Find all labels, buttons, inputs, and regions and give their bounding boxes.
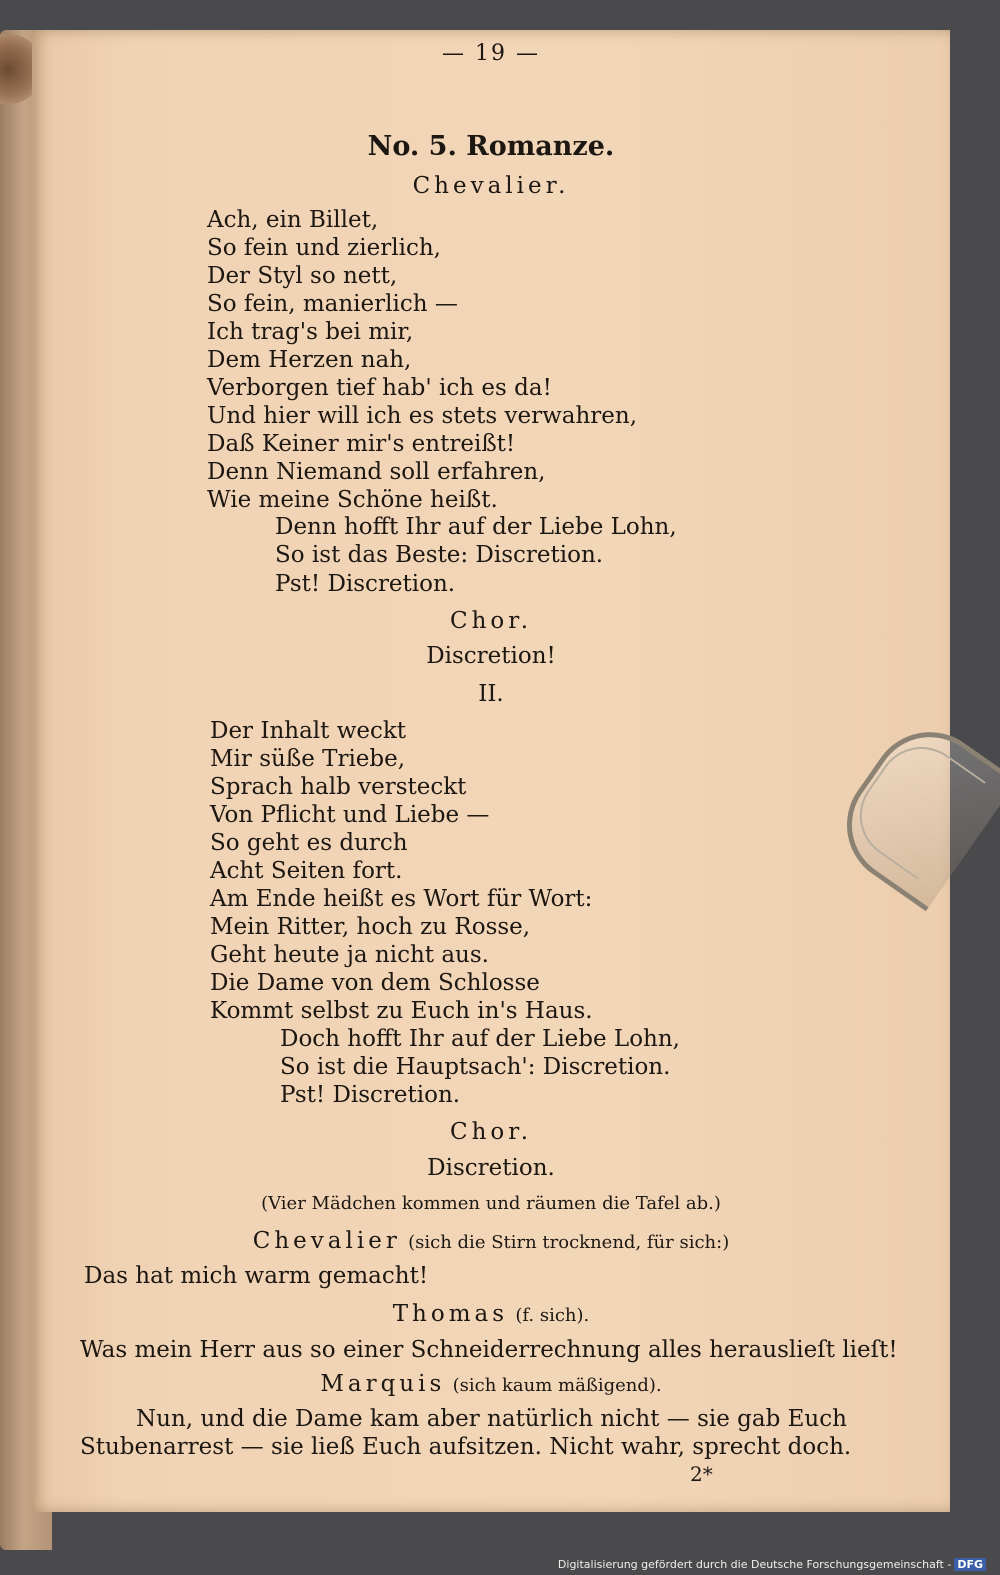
- refrain-line: Pst! Discretion.: [275, 571, 456, 597]
- refrain-line: Doch hofft Ihr auf der Liebe Lohn,: [280, 1026, 680, 1052]
- verse-line: So geht es durch: [210, 830, 408, 856]
- refrain-line: Denn hofft Ihr auf der Liebe Lohn,: [275, 514, 677, 540]
- speaker-name: Marquis: [320, 1371, 446, 1397]
- chor-text: Discretion.: [427, 1155, 555, 1181]
- speaker-direction: (sich die Stirn trocknend, für sich:): [408, 1232, 730, 1253]
- verse-line: Sprach halb versteckt: [210, 774, 467, 800]
- verse-line: Geht heute ja nicht aus.: [210, 942, 489, 968]
- verse-line: Verborgen tief hab' ich es da!: [207, 375, 552, 401]
- verse-line: So fein, manierlich —: [207, 291, 458, 317]
- verse-line: Und hier will ich es stets verwahren,: [207, 403, 638, 429]
- page-number: — 19 —: [442, 41, 540, 66]
- dialogue-line: Nun, und die Dame kam aber natürlich nicht — sie gab Euch: [136, 1406, 847, 1432]
- dialogue-line: Das hat mich warm gemacht!: [84, 1263, 429, 1289]
- verse-line: Der Inhalt weckt: [210, 718, 407, 744]
- verse-line: Ich trag's bei mir,: [207, 319, 414, 345]
- footer-text: Digitalisierung gefördert durch die Deutsche Forschungsgemeinschaft -: [557, 1558, 952, 1571]
- verse-line: Denn Niemand soll erfahren,: [207, 459, 546, 485]
- verse-line: Die Dame von dem Schlosse: [210, 970, 540, 996]
- verse-line: Acht Seiten fort.: [210, 858, 403, 884]
- stanza-numeral: II.: [478, 681, 504, 707]
- verse-line: Wie meine Schöne heißt.: [207, 487, 498, 513]
- dfg-logo: DFG: [954, 1558, 986, 1571]
- verse-line: Am Ende heißt es Wort für Wort:: [210, 886, 593, 912]
- speaker-name: Chevalier: [252, 1228, 401, 1254]
- stage-direction: (Vier Mädchen kommen und räumen die Tafel ab.): [261, 1193, 721, 1214]
- footer-credit: [558, 1558, 986, 1571]
- speaker-cue-thomas: [32, 1300, 950, 1330]
- verse-line: Kommt selbst zu Euch in's Haus.: [210, 998, 593, 1024]
- speaker-cue-chevalier: [32, 1227, 950, 1257]
- verse-line: Mir süße Triebe,: [210, 746, 406, 772]
- refrain-line: Pst! Discretion.: [280, 1082, 461, 1108]
- chor-text: Discretion!: [426, 643, 556, 669]
- chor-label: Chor.: [449, 1119, 533, 1145]
- page-title: No. 5. Romanze.: [367, 131, 615, 162]
- verse-line: Mein Ritter, hoch zu Rosse,: [210, 914, 531, 940]
- dialogue-line: Stubenarrest — sie ließ Euch aufsitzen. Nicht wahr, sprecht doch.: [80, 1434, 852, 1460]
- chor-label: Chor.: [449, 608, 533, 634]
- signature-mark: 2*: [690, 1462, 713, 1486]
- refrain-line: So ist das Beste: Discretion.: [275, 542, 604, 568]
- verse-line: Ach, ein Billet,: [207, 207, 379, 233]
- speaker-chevalier: Chevalier.: [412, 173, 570, 199]
- speaker-name: Thomas: [392, 1301, 509, 1327]
- verse-line: So fein und zierlich,: [207, 235, 441, 261]
- verse-line: Daß Keiner mir's entreißt!: [207, 431, 516, 457]
- book-page: [32, 30, 950, 1512]
- verse-line: Dem Herzen nah,: [207, 347, 412, 373]
- dialogue-line: Was mein Herr aus so einer Schneiderrechnung alles herauslieſt lieſt!: [80, 1337, 898, 1363]
- speaker-direction: (f. sich).: [515, 1305, 590, 1326]
- speaker-direction: (sich kaum mäßigend).: [452, 1375, 662, 1396]
- verse-line: Von Pflicht und Liebe —: [210, 802, 490, 828]
- speaker-cue-marquis: [32, 1370, 950, 1400]
- verse-line: Der Styl so nett,: [207, 263, 398, 289]
- refrain-line: So ist die Hauptsach': Discretion.: [280, 1054, 671, 1080]
